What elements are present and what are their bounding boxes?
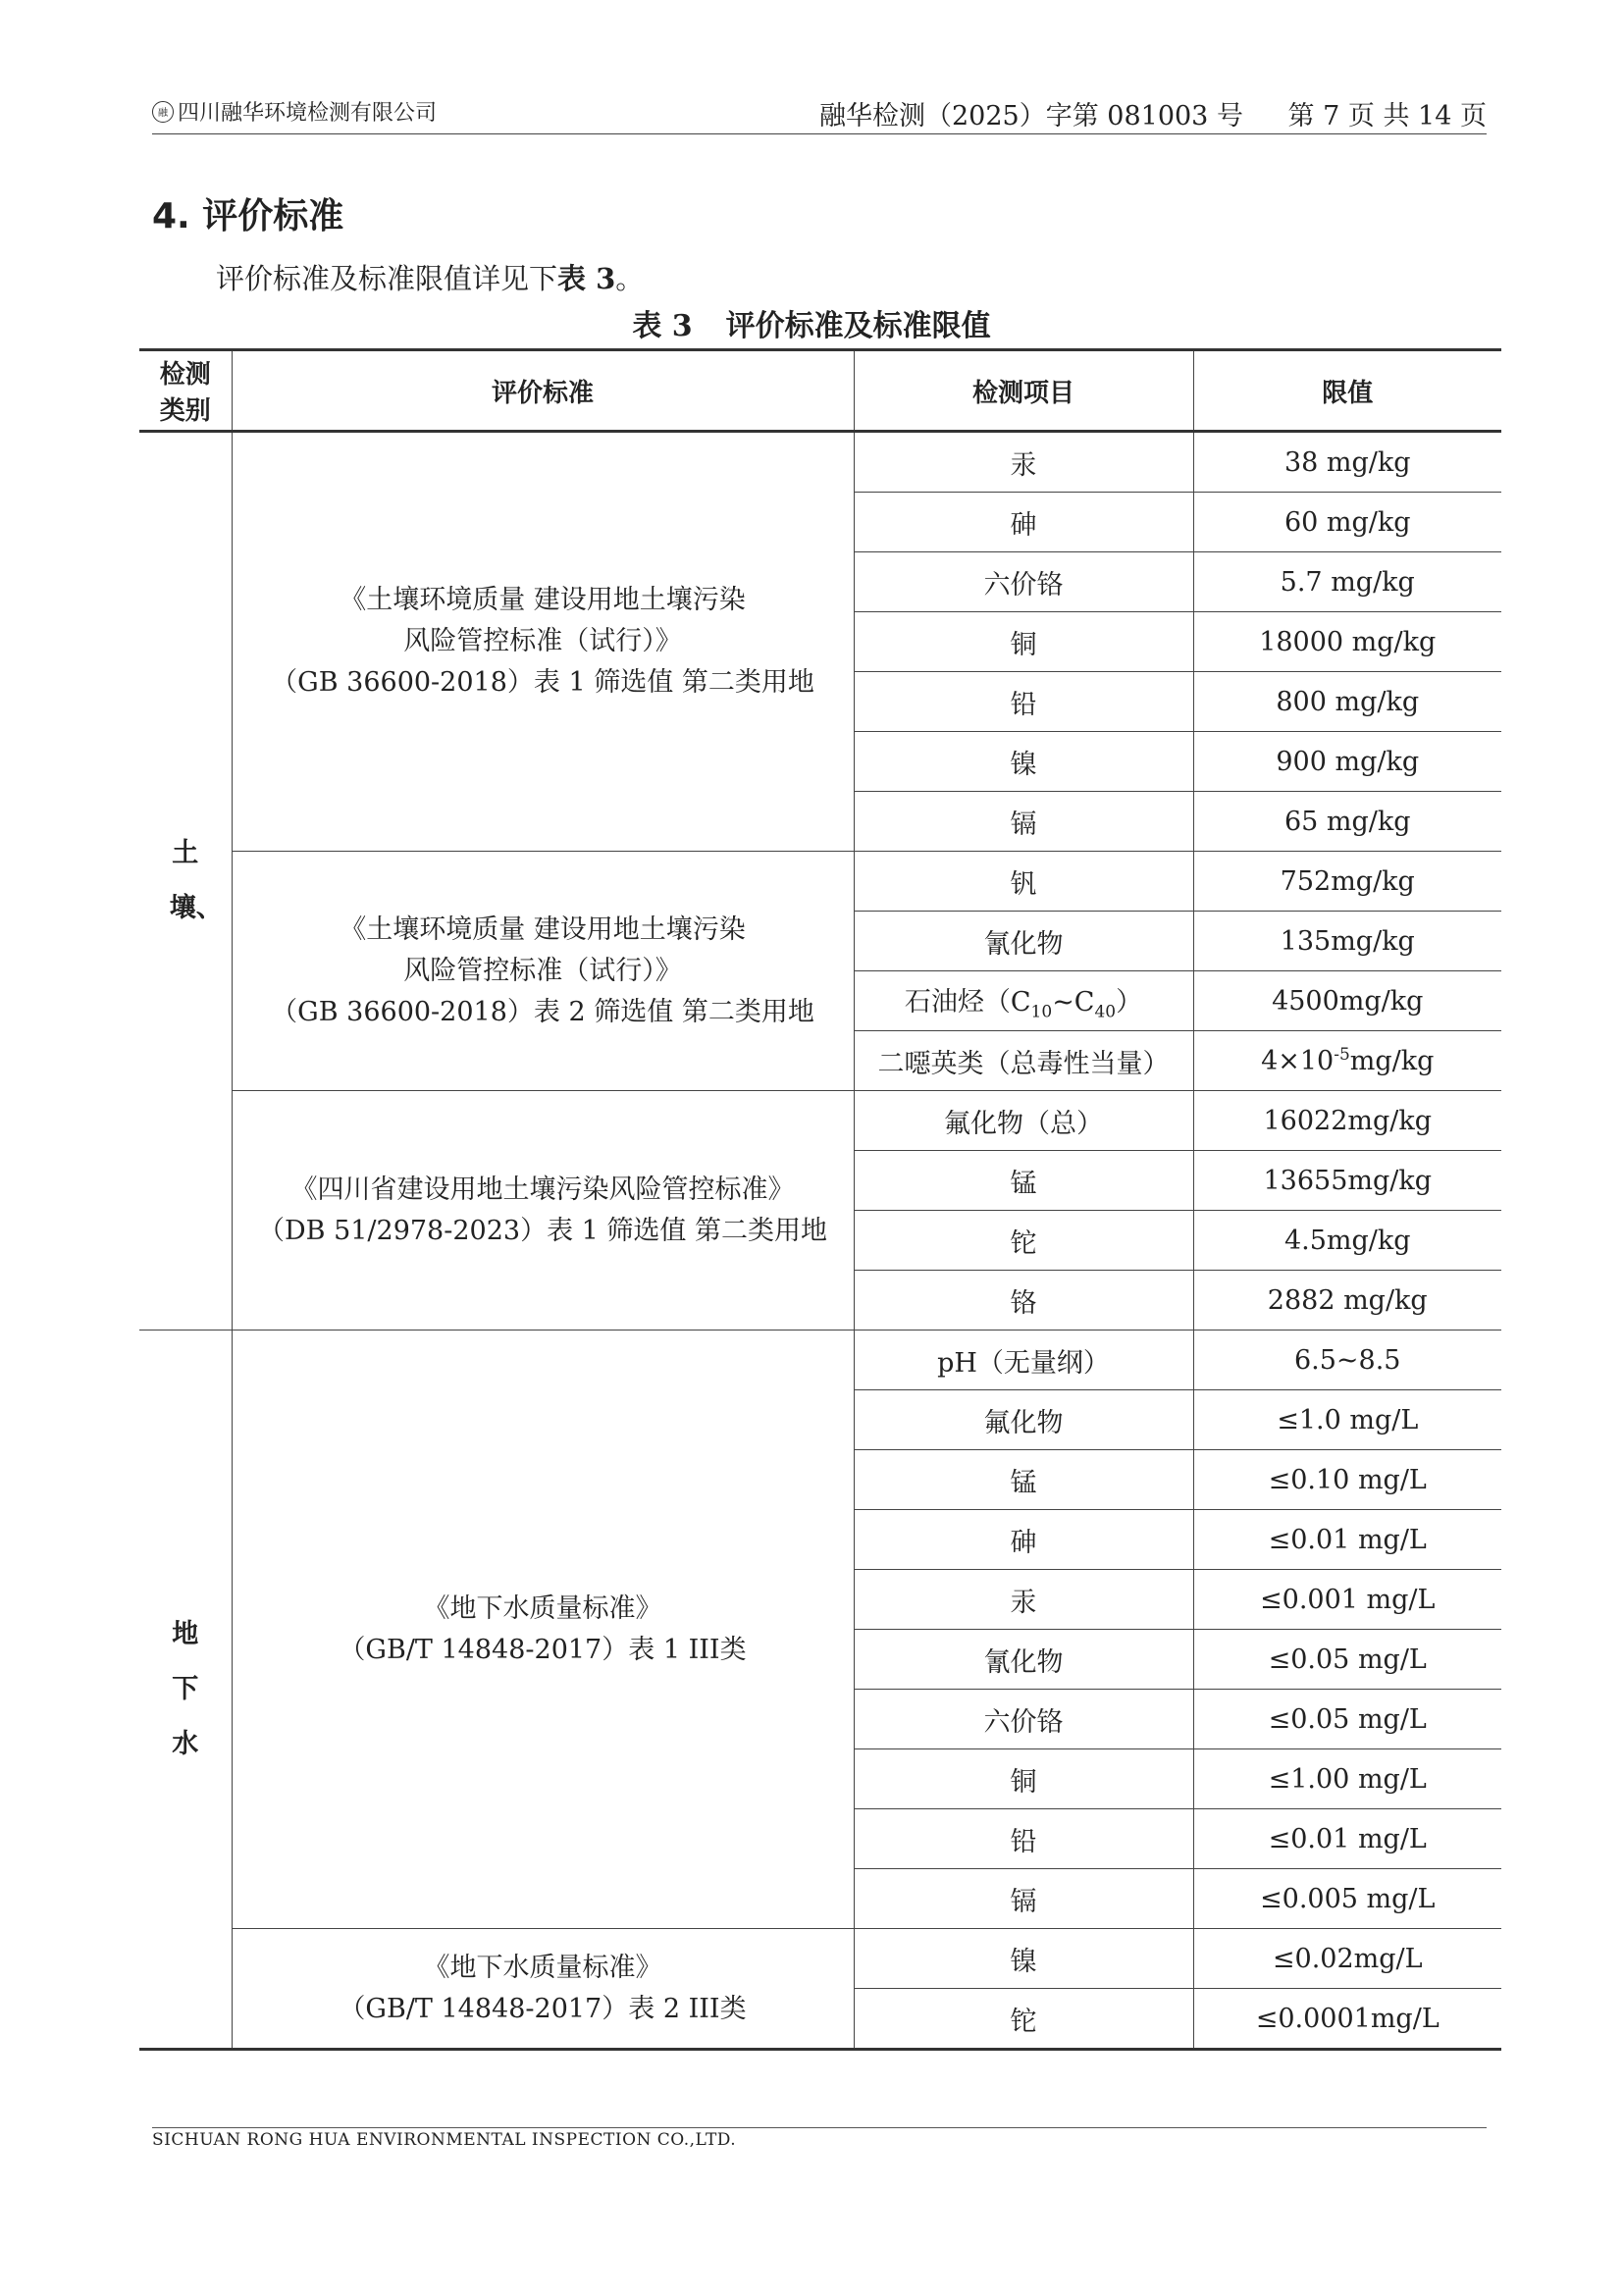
limit-cell: 60 mg/kg [1193,493,1501,552]
item-cell: 砷 [854,493,1193,552]
item-cell: 铅 [854,672,1193,732]
limit-cell: 135mg/kg [1193,912,1501,971]
item-subscript: 40 [1094,1002,1117,1022]
limit-cell: 16022mg/kg [1193,1091,1501,1151]
item-cell: 铅 [854,1809,1193,1869]
intro-end: 。 [615,262,645,295]
item-text: 石油烃（C [904,986,1031,1018]
standard-line: （DB 51/2978-2023）表 1 筛选值 第二类用地 [258,1215,827,1246]
table-row [139,1091,1501,1151]
intro-table-ref: 表 3 [557,262,616,295]
item-cell: 氰化物 [854,912,1193,971]
standard-line: 《地下水质量标准》 [423,1592,662,1624]
item-cell: 镍 [854,732,1193,792]
header-limit: 限值 [1193,350,1501,432]
standard-line: 《四川省建设用地土壤污染风险管控标准》 [290,1174,795,1205]
item-text: ） [1116,986,1143,1018]
item-cell: 六价铬 [854,552,1193,612]
limit-cell: ≤0.01 mg/L [1193,1809,1501,1869]
limit-cell: 6.5~8.5 [1193,1331,1501,1390]
intro-body: 评价标准及标准限值详见下 [216,262,558,295]
category-soil-text: 土壤、 [169,838,223,923]
limit-cell: ≤0.0001mg/L [1193,1989,1501,2050]
item-cell: 汞 [854,432,1193,493]
report-number: 融华检测（2025）字第 081003 号 [819,101,1243,131]
limit-cell: ≤0.01 mg/L [1193,1510,1501,1570]
standard-line: （GB/T 14848-2017）表 1 III类 [339,1634,747,1665]
item-cell: 镉 [854,1869,1193,1929]
limit-cell: 65 mg/kg [1193,792,1501,852]
intro-text [216,257,644,297]
item-cell: pH（无量纲） [854,1331,1193,1390]
limit-cell: 4.5mg/kg [1193,1211,1501,1271]
standard-line: 风险管控标准（试行）》 [403,955,682,986]
standard-cell [232,1929,854,2050]
standard-line: （GB 36600-2018）表 1 筛选值 第二类用地 [271,667,814,698]
item-text: ~C [1052,986,1095,1018]
table-row [139,1331,1501,1390]
standard-line: （GB/T 14848-2017）表 2 III类 [339,1993,747,2024]
company-name-text: 四川融华环境检测有限公司 [178,101,438,126]
header-item: 检测项目 [854,350,1193,432]
limit-cell: 18000 mg/kg [1193,612,1501,672]
limit-cell: ≤0.005 mg/L [1193,1869,1501,1929]
limit-cell: ≤0.10 mg/L [1193,1450,1501,1510]
item-cell: 铊 [854,1211,1193,1271]
limit-cell: ≤1.0 mg/L [1193,1390,1501,1450]
item-cell [854,971,1193,1031]
limit-cell: ≤1.00 mg/L [1193,1749,1501,1809]
item-cell: 氟化物（总） [854,1091,1193,1151]
item-cell: 锰 [854,1450,1193,1510]
item-subscript: 10 [1030,1002,1053,1022]
standard-cell [232,432,854,852]
standard-line: 《地下水质量标准》 [423,1952,662,1983]
item-cell: 铜 [854,1749,1193,1809]
limit-cell [1193,1031,1501,1091]
caption-number: 表 3 [632,309,693,343]
category-groundwater-text: 地下水 [172,1618,199,1759]
item-cell: 镉 [854,792,1193,852]
table-row [139,432,1501,493]
limit-cell: 13655mg/kg [1193,1151,1501,1211]
item-cell: 铊 [854,1989,1193,2050]
company-seal-icon: 融 [152,101,174,123]
limit-unit: mg/kg [1349,1046,1435,1076]
item-cell: 锰 [854,1151,1193,1211]
table-header-row [139,350,1501,432]
limit-cell: ≤0.001 mg/L [1193,1570,1501,1630]
item-cell: 二噁英类（总毒性当量） [854,1031,1193,1091]
header-category [139,350,232,432]
item-cell: 汞 [854,1570,1193,1630]
limit-text: 4×10 [1261,1046,1335,1076]
standard-cell [232,1331,854,1929]
item-cell: 氰化物 [854,1630,1193,1690]
standard-line: （GB 36600-2018）表 2 筛选值 第二类用地 [271,996,814,1027]
table-row [139,1929,1501,1989]
limit-cell: 38 mg/kg [1193,432,1501,493]
item-cell: 氟化物 [854,1390,1193,1450]
item-cell: 镍 [854,1929,1193,1989]
limit-cell: ≤0.05 mg/L [1193,1690,1501,1749]
page-footer: SICHUAN RONG HUA ENVIRONMENTAL INSPECTION CO.,LTD. [152,2127,1487,2150]
table-caption [0,301,1623,344]
standard-line: 《土壤环境质量 建设用地土壤污染 [340,585,746,615]
header-category-line1: 检测 [159,360,211,390]
limit-cell: 900 mg/kg [1193,732,1501,792]
table-row [139,852,1501,912]
limit-cell: ≤0.05 mg/L [1193,1630,1501,1690]
item-cell: 铜 [854,612,1193,672]
category-groundwater [139,1331,232,2050]
item-cell: 钒 [854,852,1193,912]
category-soil [139,432,232,1331]
limit-cell: 4500mg/kg [1193,971,1501,1031]
standard-line: 《土壤环境质量 建设用地土壤污染 [340,913,746,945]
section-title: 4. 评价标准 [152,196,344,236]
standards-table [139,348,1501,2051]
standard-line: 风险管控标准（试行）》 [403,626,682,656]
limit-cell: 800 mg/kg [1193,672,1501,732]
item-cell: 砷 [854,1510,1193,1570]
limit-exponent: -5 [1334,1045,1350,1065]
header-standard: 评价标准 [232,350,854,432]
item-cell: 铬 [854,1271,1193,1331]
limit-cell: 752mg/kg [1193,852,1501,912]
standard-cell [232,852,854,1091]
standard-cell [232,1091,854,1331]
page-number: 第 7 页 共 14 页 [1287,101,1487,131]
limit-cell: ≤0.02mg/L [1193,1929,1501,1989]
limit-cell: 5.7 mg/kg [1193,552,1501,612]
header-category-line2: 类别 [159,396,211,426]
limit-cell: 2882 mg/kg [1193,1271,1501,1331]
caption-title: 评价标准及标准限值 [725,309,991,343]
item-cell: 六价铬 [854,1690,1193,1749]
company-name [152,96,437,127]
page-header [152,94,1487,134]
